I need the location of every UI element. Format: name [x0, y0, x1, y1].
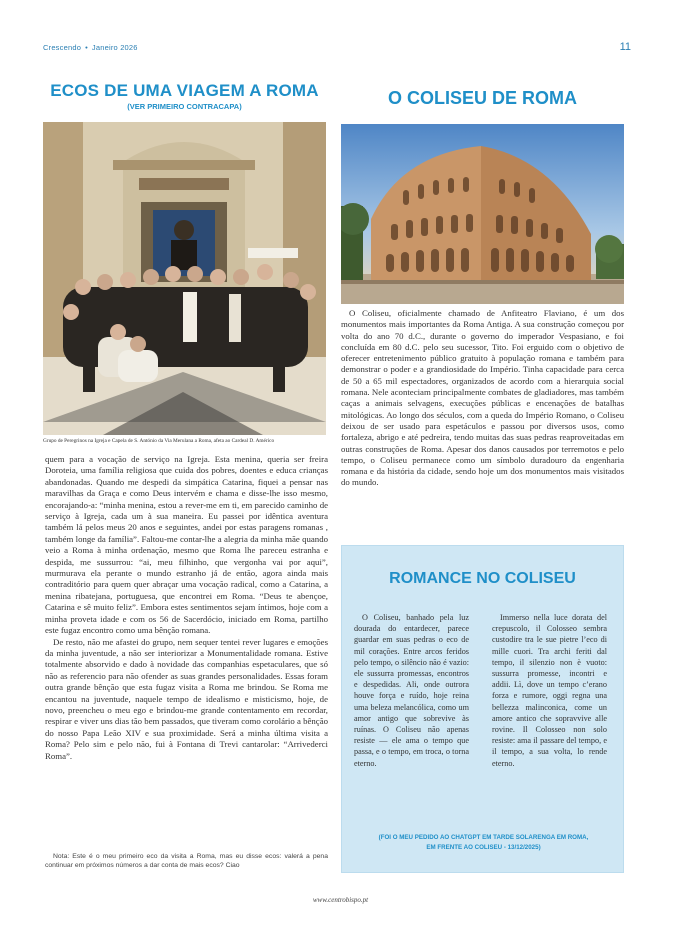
- page-header: [43, 43, 631, 57]
- left-article-body: [45, 454, 328, 762]
- right-article-title: O COLISEU DE ROMA: [387, 88, 577, 108]
- header-separator: •: [85, 43, 88, 52]
- header-publication-date: [43, 43, 138, 52]
- left-article-title: ECOS DE UMA VIAGEM A ROMA: [50, 81, 319, 100]
- romance-footnote-line-2: EM FRENTE AO COLISEU - 13/12/2025): [426, 843, 541, 851]
- romance-footnote: [352, 833, 615, 852]
- colosseum-paragraph: O Coliseu, oficialmente chamado de Anfiteatro Flaviano, é um dos monumentos mais importantes da Roma Antiga. A sua construção começou por volta do ano 70 d.C., durante o governo do imperador Vespasiano, e foi concluída em 80 d.C. pelo seu sucessor, Tito. Foi erguido com o objetivo de oferecer entretenimento público gratuito à população romana e também para demonstrar o poder e a grandiosidade do Império. Tinha capacidade para cerca de 50 a 65 mil espectadores, organizados de acordo com a hierarquia social romana. Nele aconteciam principalmente combates de gladiadores, mas também caças a animais selvagens, execuções públicas e encenações de batalhas mitológicas. Ao longo dos séculos, com a queda do Império Romano, o Coliseu deixou de ser usado para espetáculos e passou por diversos usos, como fortaleza, abrigo e até pedreira, tendo muitas das suas pedras reaproveitadas em outras construções de Roma. Apesar dos danos causados por terremotos e pelo tempo, o Coliseu permanece como um símbolo duradouro da engenharia romana e da história da cidade, sendo hoje um dos monumentos mais visitados do mundo.: [341, 308, 624, 488]
- publication-name: Crescendo: [43, 43, 82, 52]
- left-article-subtitle: (VER PRIMEIRO CONTRACAPA): [127, 102, 242, 111]
- romance-title: ROMANCE NO COLISEU: [389, 570, 576, 587]
- poem-portuguese: O Coliseu, banhado pela luz dourada do entardecer, parece guardar em suas pedras o eco de mil corações. Entre arcos feridos pelo tempo, o silêncio não é vazio: ele sussurra promessas, encontros e despedidas. Ali, onde outrora houve força e ruído, hoje reina uma beleza melancólica, como um amor antigo que sobrevive às ruínas. O Coliseu não apenas resiste — ele ama o tempo que passa, e o tempo, em troca, o torna eterno.: [354, 613, 469, 768]
- left-paragraph-1: quem para a vocação de serviço na Igreja. Esta menina, queria ser freira Doroteia, uma família religiosa que cuida dos pobres, doentes e educa crianças abandonadas. Quando me despedi da simpática Catarina, fiquei a pensar nas maravilhas da Graça e como Deus intervém e chama e disse-lhe isso mesmo, encorajando-a: “minha menina, estou a rever-me em ti, em parecido caminho de serviço à Igreja, cada um à sua maneira. Eu passei por idêntica aventura também lá pelos meus 20 anos e seguintes, andei por estas paragens romanas , também longe da família”. Faltou-me contar-lhe a alegria da minha mãe quando veio a Roma à minha ordenação, mesmo que Roma lhe pareceu estranha e despida, me sussurrou: “ai, meu filhinho, que vergonha vai por aqui”, murmurava ela perante o mundo estranho já de então, agora ainda mais contraditório para quem quer abraçar uma vocação radical, como a Catarina, a menina ribatejana, portuguesa, que encontrei em Roma. “Deus te abençoe, Catarina e sê muito feliz”. Embora estes sentimentos sejam íntimos, hoje com a minha proveta idade e com os 56 de Sacerdócio, iniciado em Roma, partilho este fugaz encontro como uma bênção romana.: [45, 454, 328, 636]
- left-paragraph-2: De resto, não me afastei do grupo, nem sequer tentei rever lugares e emoções da minha juventude, a não ser interiorizar a Monumentalidade romana. Estive totalmente absorvido e dado à novidade das companhias espetaculares, que só não as referencio para não ofender as suas grandes personalidades. Essas foram outra grande bênção que esta fugaz visita a Roma me brindou. Se Roma me encantou na juventude, naquele tempo de idealismo e misticismo, hoje, de novo, preencheu o meu ego e brindou-me grande contentamento em recordar, respirar e viver uns dias tão bem passados, que tiveram como corolário a bênção do nosso Papa Leão XIV e sua proximidade. Será a minha última visita a Roma? Pelo sim e pelo não, fui à Fontana di Trevi cantarolar: “Arrivederci Roma”.: [45, 636, 328, 761]
- pilgrims-photo-illustration: [43, 122, 326, 435]
- issue-date: Janeiro 2026: [91, 43, 138, 52]
- right-article-body: [341, 308, 624, 489]
- footer-website[interactable]: www.centrobispo.pt: [312, 896, 369, 904]
- photo-caption: Grupo de Peregrinos na Igreja e Capela de S. António da Via Merulana a Roma, afeta ao Cardeal D. Américo: [43, 438, 275, 444]
- pilgrims-group-photo: [43, 122, 326, 435]
- romance-box: [341, 545, 624, 873]
- romance-footnote-line-1: (FOI O MEU PEDIDO AO CHATGPT EM TARDE SOLARENGA EM ROMA,: [378, 834, 589, 841]
- poem-italian: Immerso nella luce dorata del crepuscolo, il Colosseo sembra custodire tra le sue pietre l’eco di mille cuori. Tra archi feriti dal tempo, il silenzio non è vuoto: sussurra promesse, incontri e addii. Lì, dove un tempo c’erano forza e rumore, oggi regna una bellezza malinconica, come un amore antico che sopravvive alle rovine. Il Colosseo non solo resiste: ama il passare del tempo, e il tempo, a sua volta, lo rende eterno.: [492, 613, 607, 768]
- colosseum-photo-illustration: [341, 124, 624, 304]
- colosseum-photo: [341, 124, 624, 304]
- author-note: Nota: Este é o meu primeiro eco da visita a Roma, mas eu disse ecos: valerá a pena continuar em próximos números a dar conta de mais ecos? Ciao: [45, 853, 328, 869]
- page-number: 11: [619, 41, 631, 53]
